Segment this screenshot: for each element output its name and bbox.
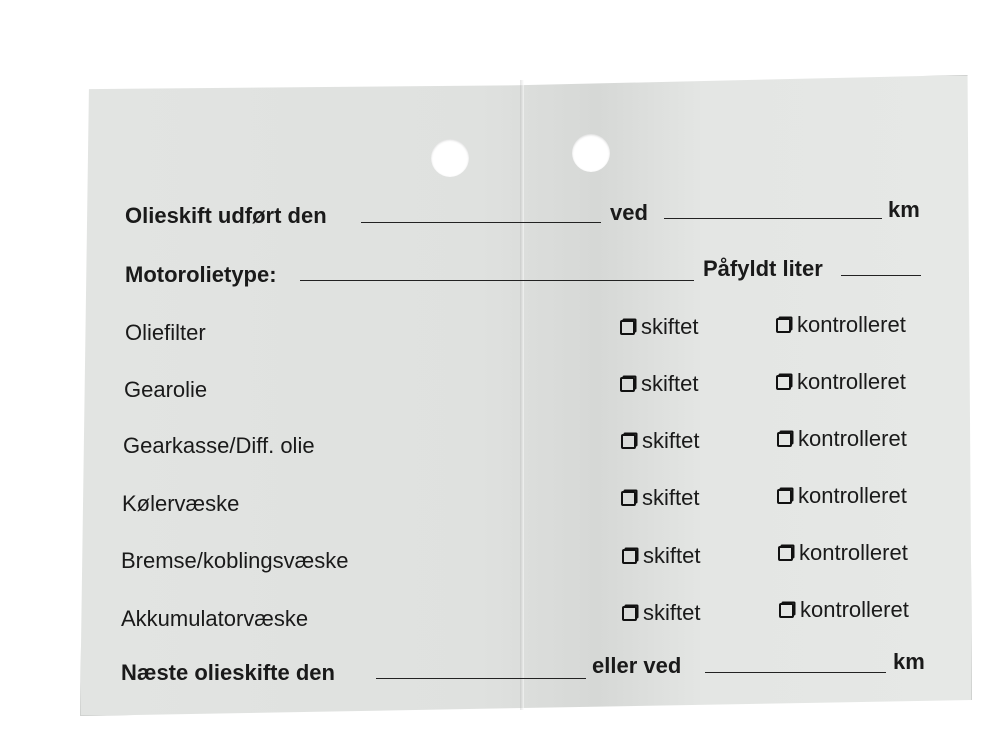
next-oil-change-label: Næste olieskifte den [121, 660, 335, 685]
oil-type-label: Motorolietype: [125, 262, 277, 287]
checkbox-icon[interactable] [776, 318, 791, 333]
oil-change-km-field[interactable] [664, 218, 882, 219]
item-name: Akkumulatorvæske [121, 606, 309, 631]
option-checked[interactable]: kontrolleret [778, 542, 908, 564]
item-name: Kølervæske [122, 491, 240, 516]
checkbox-icon[interactable] [622, 549, 637, 564]
option-replaced[interactable]: skiftet [620, 373, 698, 395]
option-replaced[interactable]: skiftet [622, 602, 700, 624]
punch-hole-left [431, 139, 469, 177]
option-replaced[interactable]: skiftet [621, 430, 699, 452]
checkbox-icon[interactable] [777, 432, 792, 447]
checkbox-icon[interactable] [776, 375, 791, 390]
option-replaced[interactable]: skiftet [622, 545, 700, 567]
checkbox-icon[interactable] [777, 489, 792, 504]
oil-change-date-field[interactable] [361, 222, 601, 223]
option-checked[interactable]: kontrolleret [777, 485, 907, 507]
option-checked[interactable]: kontrolleret [776, 371, 906, 393]
next-oil-change-or-at-label: eller ved [592, 653, 682, 678]
checkbox-icon[interactable] [620, 377, 635, 392]
checkbox-icon[interactable] [621, 491, 636, 506]
checkbox-icon[interactable] [620, 320, 635, 335]
option-replaced[interactable]: skiftet [621, 487, 699, 509]
item-name: Oliefilter [125, 320, 206, 345]
refill-liters-label: Påfyldt liter [703, 256, 823, 281]
refill-liters-field[interactable] [841, 275, 921, 276]
checkbox-icon[interactable] [622, 606, 637, 621]
checkbox-icon[interactable] [779, 603, 794, 618]
next-oil-change-km-unit: km [893, 649, 925, 674]
oil-type-field[interactable] [300, 280, 694, 281]
option-checked[interactable]: kontrolleret [779, 599, 909, 621]
next-oil-change-date-field[interactable] [376, 678, 586, 679]
item-name: Bremse/koblingsvæske [121, 548, 349, 573]
option-checked[interactable]: kontrolleret [776, 314, 906, 336]
card-fold-crease [520, 80, 524, 710]
item-name: Gearolie [124, 377, 208, 402]
oil-change-date-label: Olieskift udført den [125, 203, 327, 228]
option-checked[interactable]: kontrolleret [777, 428, 907, 450]
checkbox-icon[interactable] [778, 546, 793, 561]
punch-hole-right [572, 134, 610, 172]
oil-change-at-label: ved [610, 200, 648, 225]
next-oil-change-km-field[interactable] [705, 672, 886, 673]
option-replaced[interactable]: skiftet [620, 316, 698, 338]
checkbox-icon[interactable] [621, 434, 636, 449]
item-name: Gearkasse/Diff. olie [123, 433, 315, 458]
oil-change-km-unit: km [888, 197, 920, 222]
